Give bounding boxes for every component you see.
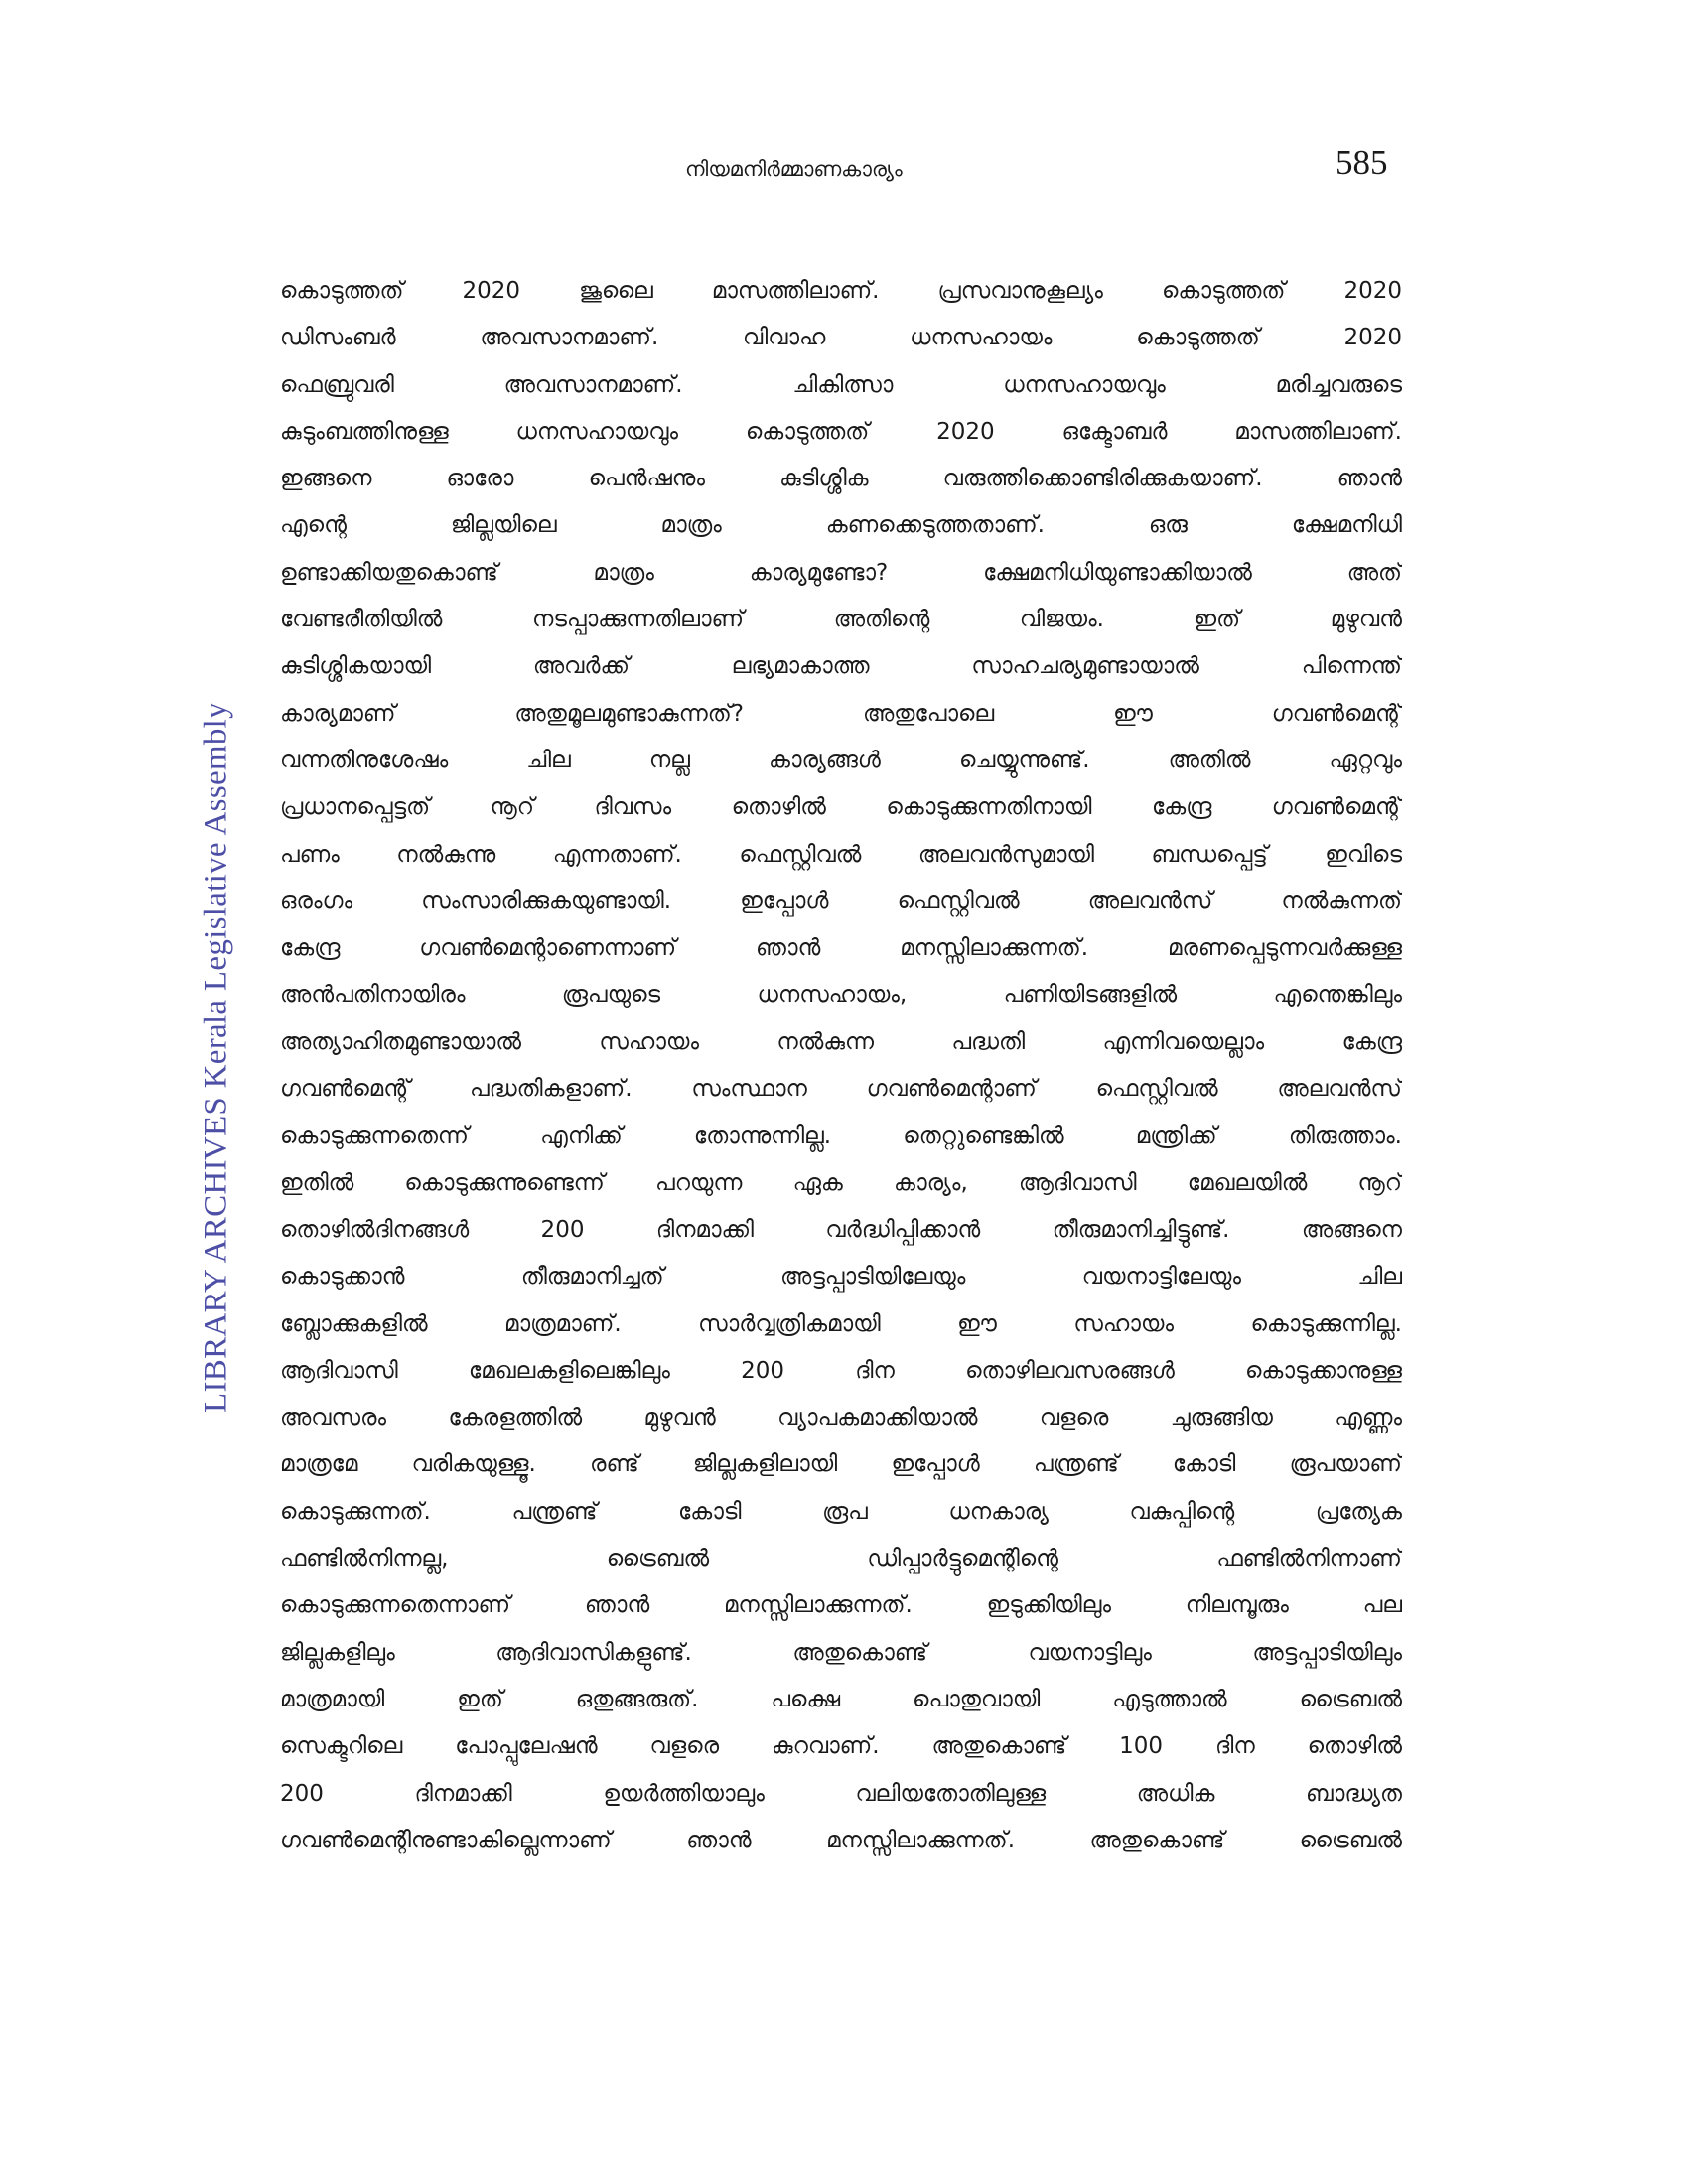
text-line: കൊടുക്കുന്നതെന്ന് എനിക്ക് തോന്നുന്നില്ല. തെറ്റുണ്ടെങ്കിൽ മന്ത്രിക്ക് തിരുത്താം.	[280, 1123, 1402, 1150]
text-line: എന്റെ ജില്ലയിലെ മാത്രം കണക്കെടുത്തതാണ്. ഒരു ക്ഷേമനിധി	[280, 512, 1402, 539]
text-line: ഇതിൽ കൊടുക്കുന്നുണ്ടെന്ന് പറയുന്ന ഏക കാര്യം, ആദിവാസി മേഖലയിൽ നൂറ്	[280, 1169, 1402, 1196]
text-line: ഗവൺമെന്റ് പദ്ധതികളാണ്. സംസ്ഥാന ഗവൺമെന്റാണ് ഫെസ്റ്റിവൽ അലവൻസ്	[280, 1076, 1402, 1103]
text-line: കുടിശ്ശികയായി അവർക്ക് ലഭ്യമാകാത്ത സാഹചര്യമുണ്ടായാൽ പിന്നെന്ത്	[280, 653, 1402, 680]
text-line: കുടുംബത്തിനുള്ള ധനസഹായവും കൊടുത്തത് 2020 ഒക്ടോബർ മാസത്തിലാണ്.	[280, 418, 1402, 445]
text-line: പ്രധാനപ്പെട്ടത് നൂറ് ദിവസം തൊഴിൽ കൊടുക്കുന്നതിനായി കേന്ദ്ര ഗവൺമെന്റ്	[280, 794, 1402, 821]
text-line: കൊടുക്കുന്നത്. പന്ത്രണ്ട് കോടി രൂപ ധനകാര്യ വകുപ്പിന്റെ പ്രത്യേക	[280, 1498, 1402, 1525]
text-line: കാര്യമാണ് അതുമൂലമുണ്ടാകുന്നത്? അതുപോലെ ഈ ഗവൺമെന്റ്	[280, 700, 1402, 727]
text-line: മാത്രമായി ഇത് ഒതുങ്ങരുത്. പക്ഷെ പൊതുവായി എടുത്താൽ ട്രൈബൽ	[280, 1686, 1402, 1712]
text-line: മാത്രമേ വരികയുള്ളൂ. രണ്ട് ജില്ലകളിലായി ഇപ്പോൾ പന്ത്രണ്ട് കോടി രൂപയാണ്	[280, 1451, 1402, 1478]
archive-watermark: LIBRARY ARCHIVES Kerala Legislative Assembly	[198, 702, 234, 1413]
text-line: ഗവൺമെന്റിനുണ്ടാകില്ലെന്നാണ് ഞാൻ മനസ്സിലാക്കുന്നത്. അതുകൊണ്ട് ട്രൈബൽ	[280, 1827, 1402, 1853]
text-line: ഫണ്ടിൽനിന്നല്ല, ട്രൈബൽ ഡിപ്പാർട്ടുമെന്റിന്റെ ഫണ്ടിൽനിന്നാണ്	[280, 1546, 1402, 1572]
page-number: 585	[1336, 143, 1388, 182]
text-line: ഡിസംബർ അവസാനമാണ്. വിവാഹ ധനസഹായം കൊടുത്തത് 2020	[280, 325, 1402, 351]
text-line: തൊഴിൽദിനങ്ങൾ 200 ദിനമാക്കി വർദ്ധിപ്പിക്കാൻ തീരുമാനിച്ചിട്ടുണ്ട്. അങ്ങനെ	[280, 1216, 1402, 1243]
text-line: വന്നതിനുശേഷം ചില നല്ല കാര്യങ്ങൾ ചെയ്യുന്നുണ്ട്. അതിൽ ഏറ്റവും	[280, 747, 1402, 773]
text-line: അൻപതിനായിരം രൂപയുടെ ധനസഹായം, പണിയിടങ്ങളിൽ എന്തെങ്കിലും	[280, 982, 1402, 1009]
body-text	[280, 268, 1402, 1864]
text-line: പണം നൽകുന്നു എന്നതാണ്. ഫെസ്റ്റിവൽ അലവൻസുമായി ബന്ധപ്പെട്ട് ഇവിടെ	[280, 841, 1402, 868]
text-line: 200 ദിനമാക്കി ഉയർത്തിയാലും വലിയതോതിലുള്ള അധിക ബാദ്ധ്യത	[280, 1780, 1402, 1807]
text-line: ഒരംഗം സംസാരിക്കുകയുണ്ടായി. ഇപ്പോൾ ഫെസ്റ്റിവൽ അലവൻസ് നൽകുന്നത്	[280, 887, 1402, 914]
text-line: അവസരം കേരളത്തിൽ മുഴുവൻ വ്യാപകമാക്കിയാൽ വളരെ ചുരുങ്ങിയ എണ്ണം	[280, 1405, 1402, 1432]
text-line: വേണ്ടരീതിയിൽ നടപ്പാക്കുന്നതിലാണ് അതിന്റെ വിജയം. ഇത് മുഴുവൻ	[280, 607, 1402, 633]
text-line: കേന്ദ്ര ഗവൺമെന്റാണെന്നാണ് ഞാൻ മനസ്സിലാക്കുന്നത്. മരണപ്പെടുന്നവർക്കുള്ള	[280, 935, 1402, 962]
text-line: ആദിവാസി മേഖലകളിലെങ്കിലും 200 ദിന തൊഴിലവസരങ്ങൾ കൊടുക്കാനുള്ള	[280, 1357, 1402, 1384]
text-line: ഉണ്ടാക്കിയതുകൊണ്ട് മാത്രം കാര്യമുണ്ടോ? ക്ഷേമനിധിയുണ്ടാക്കിയാൽ അത്	[280, 559, 1402, 586]
text-line: ജില്ലകളിലും ആദിവാസികളുണ്ട്. അതുകൊണ്ട് വയനാട്ടിലും അട്ടപ്പാടിയിലും	[280, 1639, 1402, 1666]
text-line: ഇങ്ങനെ ഓരോ പെൻഷനും കുടിശ്ശിക വരുത്തിക്കൊണ്ടിരിക്കുകയാണ്. ഞാൻ	[280, 466, 1402, 492]
text-line: സെക്ടറിലെ പോപ്പുലേഷൻ വളരെ കുറവാണ്. അതുകൊണ്ട് 100 ദിന തൊഴിൽ	[280, 1733, 1402, 1760]
text-line: അത്യാഹിതമുണ്ടായാൽ സഹായം നൽകുന്ന പദ്ധതി എന്നിവയെല്ലാം കേന്ദ്ര	[280, 1028, 1402, 1055]
text-line: ബ്ലോക്കുകളിൽ മാത്രമാണ്. സാർവ്വത്രികമായി ഈ സഹായം കൊടുക്കുന്നില്ല.	[280, 1310, 1402, 1337]
running-title: നിയമനിർമ്മാണകാര്യം	[685, 157, 903, 181]
text-line: ഫെബ്രുവരി അവസാനമാണ്. ചികിത്സാ ധനസഹായവും മരിച്ചവരുടെ	[280, 371, 1402, 398]
text-line: കൊടുക്കാൻ തീരുമാനിച്ചത് അട്ടപ്പാടിയിലേയും വയനാട്ടിലേയും ചില	[280, 1264, 1402, 1291]
text-line: കൊടുത്തത് 2020 ജൂലൈ മാസത്തിലാണ്. പ്രസവാനുകൂല്യം കൊടുത്തത് 2020	[280, 278, 1402, 304]
text-line: കൊടുക്കുന്നതെന്നാണ് ഞാൻ മനസ്സിലാക്കുന്നത്. ഇടുക്കിയിലും നിലമ്പൂരും പല	[280, 1592, 1402, 1619]
